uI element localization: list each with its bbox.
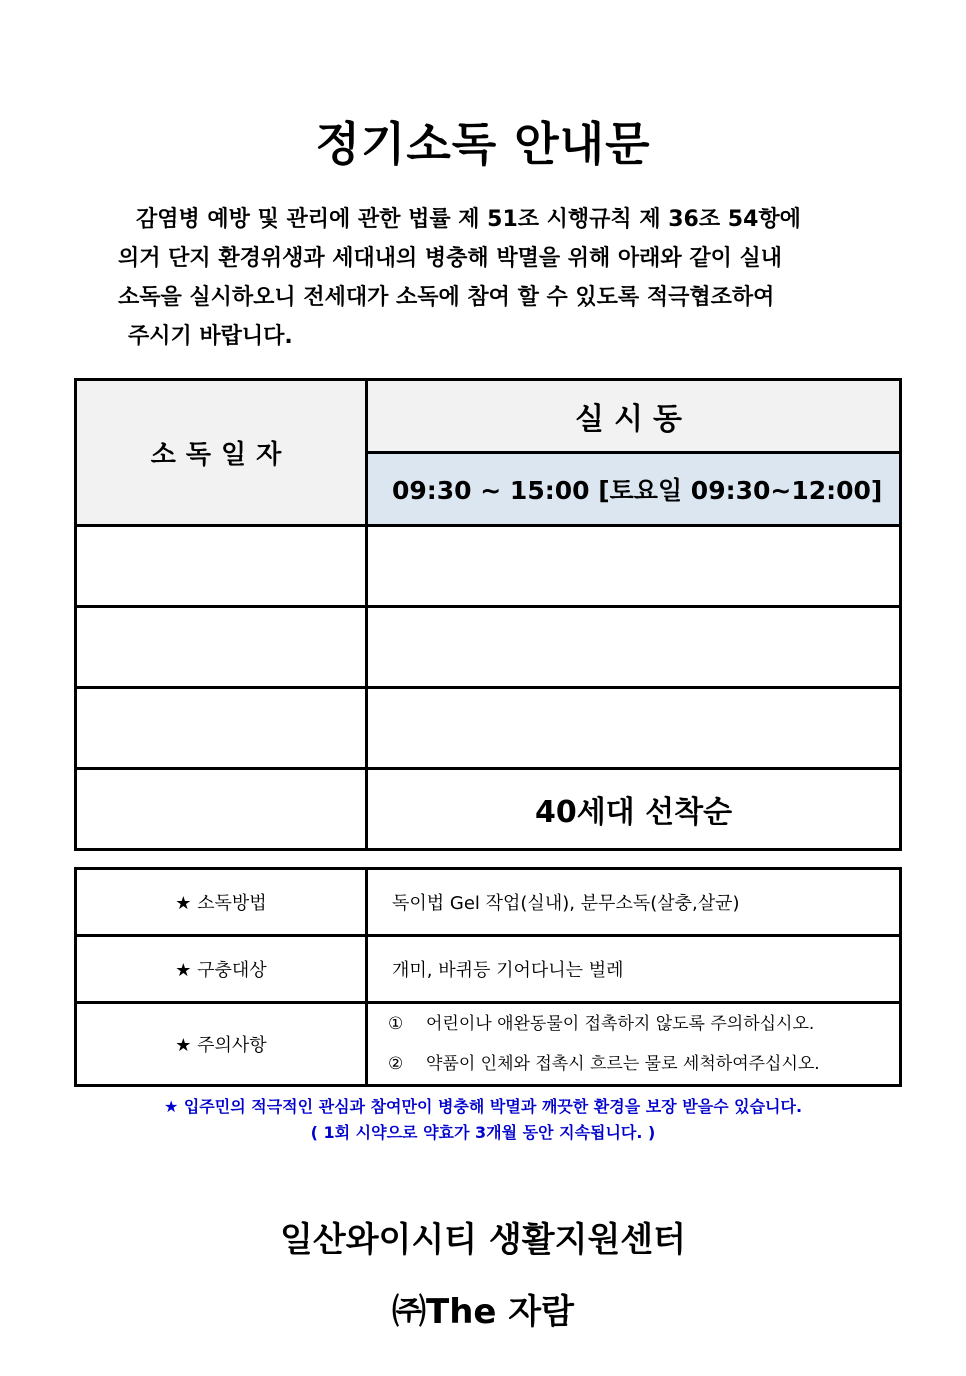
time-header: 09:30 ~ 15:00 [토요일 09:30~12:00] [367, 453, 901, 526]
table-row [76, 526, 901, 607]
page-title: 정기소독 안내문 [315, 117, 651, 171]
target-label: ★ 구충대상 [76, 936, 367, 1003]
date-header: 소독일자 [76, 380, 367, 526]
dong-cell-note: 40세대 선착순 [367, 769, 901, 850]
caution-label: ★ 주의사항 [76, 1003, 367, 1086]
method-value: 독이법 Gel 작업(실내), 분무소독(살충,살균) [367, 869, 901, 936]
dong-cell [367, 607, 901, 688]
date-cell [76, 526, 367, 607]
intro-line: 소독을 실시하오니 전세대가 소독에 참여 할 수 있도록 적극협조하여 [118, 285, 775, 310]
schedule-table [74, 378, 902, 851]
table-row [76, 769, 901, 850]
date-cell [76, 607, 367, 688]
caution-list [367, 1003, 901, 1086]
company-name: ㈜The 자람 [392, 1292, 574, 1332]
dong-cell [367, 526, 901, 607]
caution-text: 약품이 인체와 접촉시 흐르는 물로 세척하여주십시오. [426, 1054, 820, 1074]
dong-cell [367, 688, 901, 769]
caution-text: 어린이나 애완동물이 접촉하지 않도록 주의하십시오. [426, 1014, 815, 1034]
footnote-line: ( 1회 시약으로 약효가 3개월 동안 지속됩니다. ) [310, 1123, 656, 1142]
caution-number: ② [388, 1054, 404, 1074]
intro-line: 감염병 예방 및 관리에 관한 법률 제 51조 시행규칙 제 36조 54항에 [136, 207, 801, 232]
intro-line: 주시기 바랍니다. [128, 324, 293, 349]
caution-item [368, 1004, 899, 1044]
info-table [74, 867, 902, 1087]
date-cell [76, 688, 367, 769]
dong-header: 실시동 [367, 380, 901, 453]
center-name: 일산와이시티 생활지원센터 [280, 1220, 686, 1260]
caution-item [368, 1044, 899, 1084]
table-row [76, 607, 901, 688]
target-value: 개미, 바퀴등 기어다니는 벌레 [367, 936, 901, 1003]
footnote [0, 1094, 966, 1146]
intro-line: 의거 단지 환경위생과 세대내의 병충해 박멸을 위해 아래와 같이 실내 [118, 246, 782, 271]
date-cell [76, 769, 367, 850]
footnote-line: ★ 입주민의 적극적인 관심과 참여만이 병충해 박멸과 깨끗한 환경을 보장 받을수 있습니다. [163, 1097, 803, 1116]
intro-paragraph [118, 200, 868, 356]
method-label: ★ 소독방법 [76, 869, 367, 936]
table-row [76, 688, 901, 769]
caution-number: ① [388, 1014, 404, 1034]
